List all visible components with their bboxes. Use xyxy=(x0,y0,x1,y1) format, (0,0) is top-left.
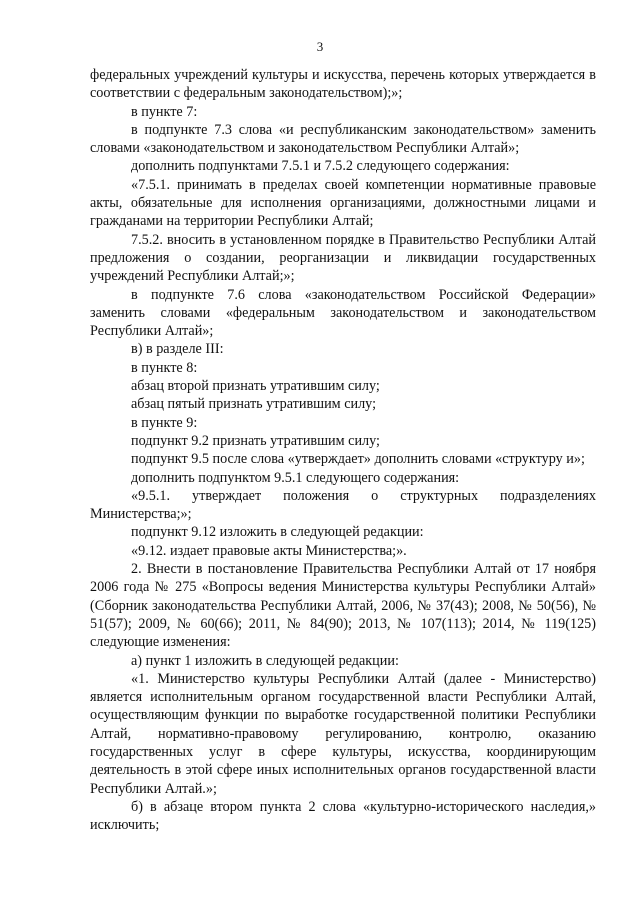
page-number: 3 xyxy=(316,39,324,54)
paragraph: абзац второй признать утратившим силу; xyxy=(131,378,380,395)
paragraph: подпункт 9.12 изложить в следующей редакции: xyxy=(131,524,424,541)
paragraph: «7.5.1. принимать в пределах своей компетенции нормативные правовые акты, обязательные для исполнения организациями, должностными лицами и гражданами на территории Республики Алтай; xyxy=(90,176,596,230)
paragraph: подпункт 9.2 признать утратившим силу; xyxy=(131,432,380,449)
paragraph: абзац пятый признать утратившим силу; xyxy=(131,396,377,413)
paragraph: 7.5.2. вносить в установленном порядке в Правительство Республики Алтай предложения о создании, реорганизации и ликвидации государственных учреждений Республики Алтай;»; xyxy=(90,231,596,285)
paragraph: дополнить подпунктом 9.5.1 следующего содержания: xyxy=(131,469,460,486)
paragraph: «1. Министерство культуры Республики Алтай (далее - Министерство) является исполнительным органом государственной власти Республики Алтай, осуществляющим функции по выработке государственной политики Республики Алтай, нормативно-правовому регулированию, контролю, оказанию государственных услуг в сфере культуры, искусства, координирующим деятельность в этой сфере иных исполнительных органов государственной власти Республики Алтай.»; xyxy=(90,670,596,797)
document-body xyxy=(90,66,596,834)
paragraph: в пункте 8: xyxy=(131,359,198,376)
paragraph: 2. Внести в постановление Правительства Республики Алтай от 17 ноября 2006 года № 275 «Вопросы ведения Министерства культуры Республики Алтай» (Сборник законодательства Республики Алтай, 2006, № 37(43); 2008, № 50(56), № 51(57); 2009, № 60(66); 2011, № 84(90); 2013, № 107(113); 2014, № 119(125) следующие изменения: xyxy=(90,561,596,651)
paragraph: «9.5.1. утверждает положения о структурных подразделениях Министерства;»; xyxy=(90,487,596,523)
paragraph: в подпункте 7.3 слова «и республиканским законодательством» заменить словами «законодательством и законодательством Республики Алтай»; xyxy=(90,121,596,157)
paragraph: а) пункт 1 изложить в следующей редакции: xyxy=(131,652,399,669)
paragraph: федеральных учреждений культуры и искусства, перечень которых утверждается в соответствии с федеральным законодательством);»; xyxy=(90,67,596,102)
paragraph: подпункт 9.5 после слова «утверждает» дополнить словами «структуру и»; xyxy=(131,451,585,468)
paragraph: б) в абзаце втором пункта 2 слова «культурно-исторического наследия,» исключить; xyxy=(90,798,596,834)
paragraph: дополнить подпунктами 7.5.1 и 7.5.2 следующего содержания: xyxy=(131,158,510,175)
paragraph: в подпункте 7.6 слова «законодательством Российской Федерации» заменить словами «федеральным законодательством и законодательством Республики Алтай»; xyxy=(90,286,596,340)
paragraph: в пункте 7: xyxy=(131,103,198,120)
paragraph: «9.12. издает правовые акты Министерства;». xyxy=(131,542,407,559)
paragraph: в) в разделе III: xyxy=(131,341,224,358)
paragraph: в пункте 9: xyxy=(131,414,198,431)
